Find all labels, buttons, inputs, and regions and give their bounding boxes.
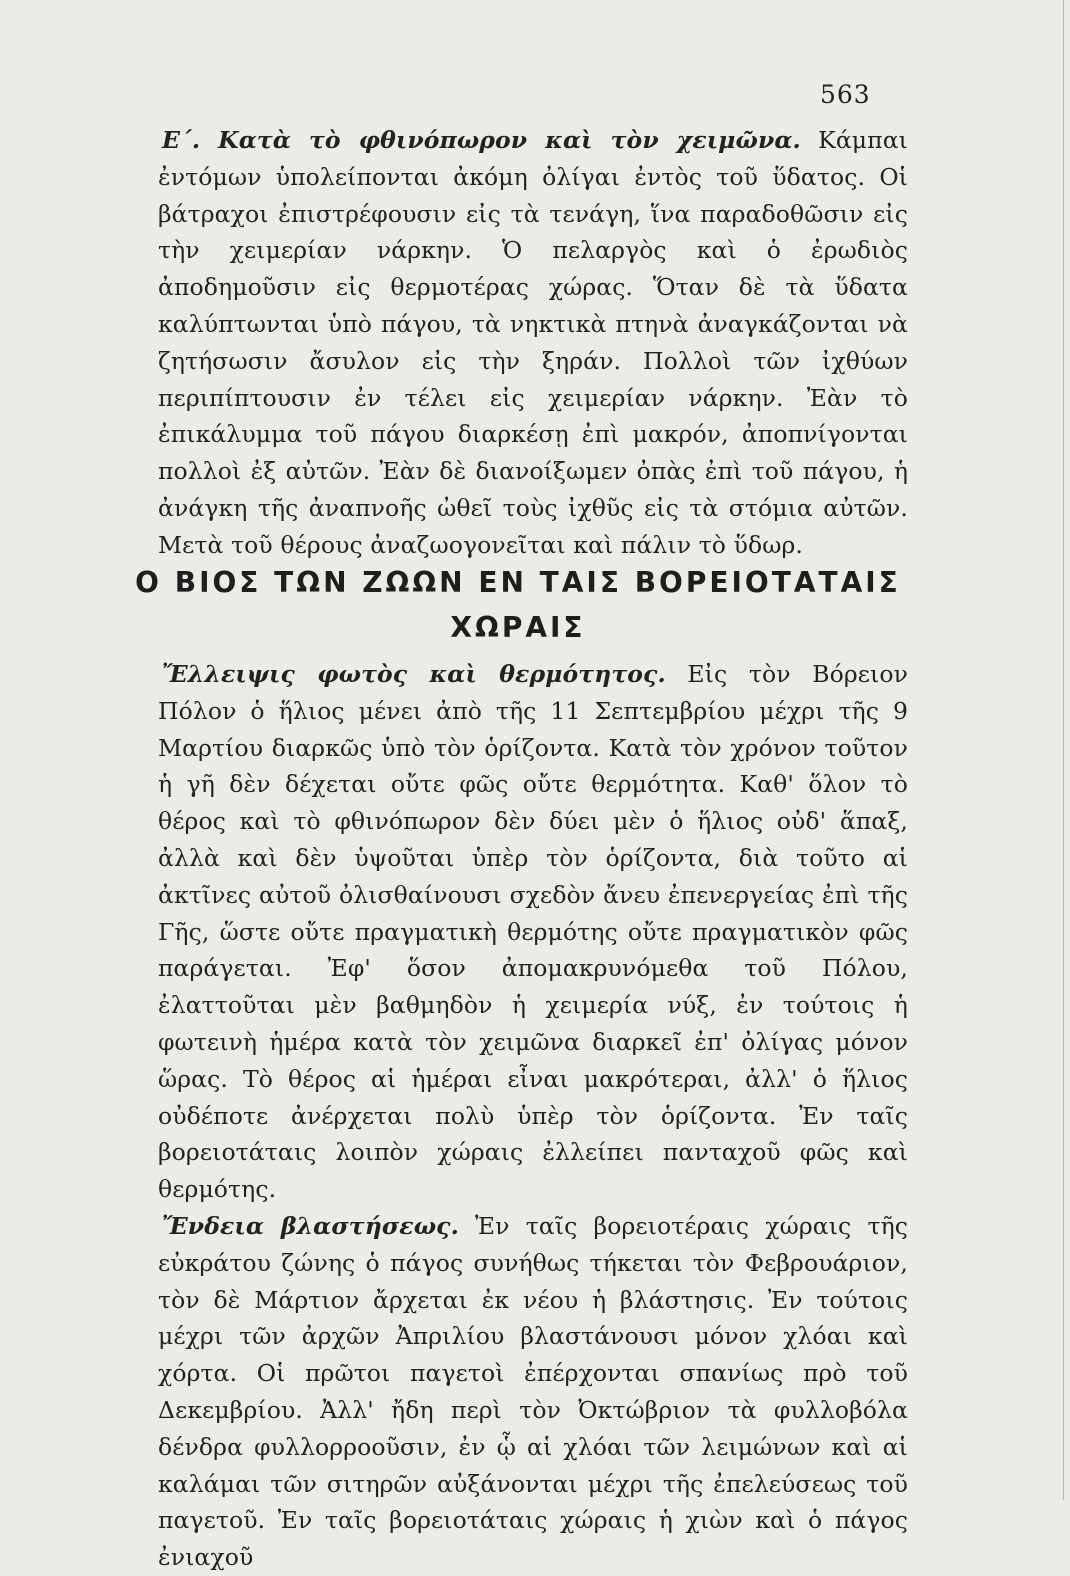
paragraph-vegetation [118, 1208, 908, 1576]
page-number: 563 [820, 80, 871, 109]
section-e-lead: Ε΄. Κατὰ τὸ φθινόπωρον καὶ τὸν χειμῶνα. [162, 126, 801, 154]
section-e-paragraph [118, 122, 908, 564]
paragraph-light-heat-lead: Ἔλλειψις φωτὸς καὶ θερμότητος. [162, 660, 666, 688]
section-e-text [118, 122, 908, 564]
section-e-body: Κάμπαι ἐντόμων ὑπολείπονται ἀκόμη ὀλίγαι ἐντὸς τοῦ ὕδατος. Οἱ βάτραχοι ἐπιστρέφουσιν εἰς τὰ τενάγη, ἵνα παραδοθῶσιν εἰς τὴν χειμερίαν νάρκην. Ὁ πελαργὸς καὶ ὁ ἐρωδιὸς ἀποδημοῦσιν εἰς θερμοτέρας χώρας. Ὅταν δὲ τὰ ὕδατα καλύπτωνται ὑπὸ πάγου, τὰ νηκτικὰ πτηνὰ ἀναγκάζονται νὰ ζητήσωσιν ἄσυλον εἰς τὴν ξηράν. Πολλοὶ τῶν ἰχθύων περιπίπτουσιν ἐν τέλει εἰς χειμερίαν νάρκην. Ἐὰν τὸ ἐπικάλυμμα τοῦ πάγου διαρκέσῃ ἐπὶ μακρόν, ἀποπνίγονται πολλοὶ ἐξ αὐτῶν. Ἐὰν δὲ διανοίξωμεν ὀπὰς ἐπὶ τοῦ πάγου, ἡ ἀνάγκη τῆς ἀναπνοῆς ὠθεῖ τοὺς ἰχθῦς εἰς τὰ στόμια αὐτῶν. Μετὰ τοῦ θέρους ἀναζωογονεῖται καὶ πάλιν τὸ ὕδωρ. [158, 126, 908, 559]
chapter-heading-line-1: Ο ΒΙΟΣ ΤΩΝ ΖΩΩΝ ΕΝ ΤΑΙΣ ΒΟΡΕΙΟΤΑΤΑΙΣ [135, 566, 901, 599]
paragraph-vegetation-body: Ἐν ταῖς βορειοτέραις χώραις τῆς εὐκράτου ζώνης ὁ πάγος συνήθως τήκεται τὸν Φεβρουάριον, τὸν δὲ Μάρτιον ἄρχεται ἐκ νέου ἡ βλάστησις. Ἐν τούτοις μέχρι τῶν ἀρχῶν Ἀπριλίου βλαστάνουσι μόνον χλόαι καὶ χόρτα. Οἱ πρῶτοι παγετοὶ ἐπέρχονται σπανίως πρὸ τοῦ Δεκεμβρίου. Ἀλλ' ἤδη περὶ τὸν Ὀκτώβριον τὰ φυλλοβόλα δένδρα φυλλορροοῦσιν, ἐν ᾧ αἱ χλόαι τῶν λειμώνων καὶ αἱ καλάμαι τῶν σιτηρῶν αὐξάνονται μέχρι τῆς ἐπελεύσεως τοῦ παγετοῦ. Ἐν ταῖς βορειοτάταις χώραις ἡ χιὼν καὶ ὁ πάγος ἐνιαχοῦ [158, 1211, 909, 1572]
chapter-heading-line-2: ΧΩΡΑΙΣ [450, 611, 586, 644]
paragraph-light-heat [118, 656, 908, 1208]
paragraph-vegetation-lead: Ἔνδεια βλαστήσεως. [162, 1211, 459, 1240]
chapter-body [118, 656, 908, 1576]
page-edge-line [1063, 0, 1064, 1500]
chapter-heading [118, 560, 918, 650]
paragraph-light-heat-body: Εἰς τὸν Βόρειον Πόλον ὁ ἥλιος μένει ἀπὸ τῆς 11 Σεπτεμβρίου μέχρι τῆς 9 Μαρτίου διαρκῶς ὑπὸ τὸν ὁρίζοντα. Κατὰ τὸν χρόνον τοῦτον ἡ γῆ δὲν δέχεται οὔτε φῶς οὔτε θερμότητα. Καθ' ὅλον τὸ θέρος καὶ τὸ φθινόπωρον δὲν δύει μὲν ὁ ἥλιος οὐδ' ἅπαξ, ἀλλὰ καὶ δὲν ὑψοῦται ὑπὲρ τὸν ὁρίζοντα, διὰ τοῦτο αἱ ἀκτῖνες αὐτοῦ ὀλισθαίνουσι σχεδὸν ἄνευ ἐπενεργείας ἐπὶ τῆς Γῆς, ὥστε οὔτε πραγματικὴ θερμότης οὔτε πραγματικὸν φῶς παράγεται. Ἐφ' ὅσον ἀπομακρυνόμεθα τοῦ Πόλου, ἐλαττοῦται μὲν βαθμηδὸν ἡ χειμερία νύξ, ἐν τούτοις ἡ φωτεινὴ ἡμέρα κατὰ τὸν χειμῶνα διαρκεῖ ἐπ' ὀλίγας μόνον ὥρας. Τὸ θέρος αἱ ἡμέραι εἶναι μακρότεραι, ἀλλ' ὁ ἥλιος οὐδέποτε ἀνέρχεται πολὺ ὑπὲρ τὸν ὁρίζοντα. Ἐν ταῖς βορειοτάταις λοιπὸν χώραις ἐλλείπει πανταχοῦ φῶς καὶ θερμότης. [158, 660, 908, 1204]
